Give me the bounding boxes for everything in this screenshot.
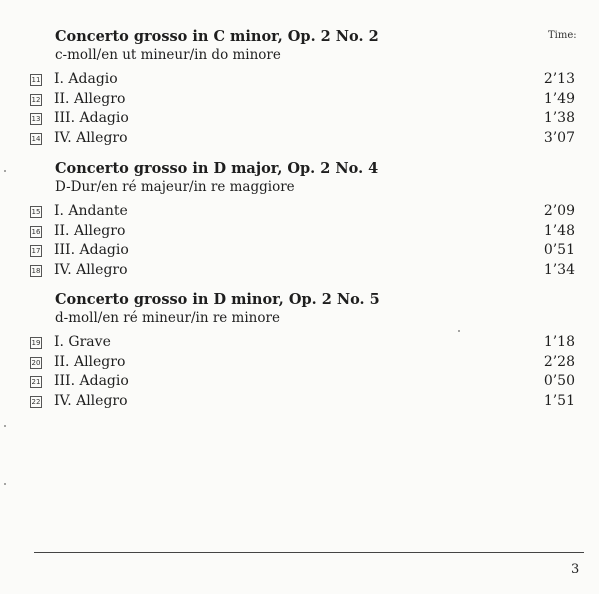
scan-speck [4,483,6,485]
track-number-box: 17 [31,247,41,255]
track-duration: 1’49 [543,90,575,107]
track-title: III. Adagio [54,242,129,258]
track-row [30,90,575,110]
track-duration: 1’51 [543,392,575,409]
track-number-box: 11 [31,76,41,84]
track-duration: 3’07 [543,129,575,146]
track-number-box: 12 [31,95,41,104]
track-title: I. Grave [54,334,111,350]
track-duration: 1’34 [543,261,575,278]
track-row [30,241,575,261]
work-key-translations: c-moll/en ut mineur/in do minore [55,47,281,63]
track-title: III. Adagio [54,110,129,126]
track-duration: 2’09 [543,203,575,219]
track-duration: 1’18 [543,334,575,350]
track-title: I. Andante [54,203,128,219]
track-row [30,222,575,242]
scan-speck [458,330,460,332]
work-title: Concerto grosso in C minor, Op. 2 No. 2 [55,28,379,45]
track-title: IV. Allegro [54,261,128,278]
track-row [30,392,575,412]
work-title: Concerto grosso in D major, Op. 2 No. 4 [55,160,379,177]
track-duration: 2’28 [543,353,575,370]
work-section [30,290,575,411]
track-title: I. Adagio [54,71,118,87]
track-title: II. Allegro [54,353,126,370]
track-row [30,333,575,353]
track-duration: 1’48 [543,222,575,239]
work-section [30,27,575,148]
work-key-translations: d-moll/en ré mineur/in re minore [55,310,280,326]
track-number-box: 20 [31,358,41,367]
track-duration: 1’38 [543,110,575,126]
track-number-box: 14 [31,134,41,143]
track-duration: 0’51 [543,242,575,258]
track-row [30,372,575,392]
track-row [30,129,575,149]
track-title: II. Allegro [54,90,126,107]
work-key-translations: D-Dur/en ré majeur/in re maggiore [55,179,295,195]
scan-speck [4,170,6,172]
track-list [30,202,575,280]
track-number-box: 18 [31,266,41,275]
track-row [30,202,575,222]
track-number-box: 13 [31,115,41,123]
track-row [30,261,575,281]
track-title: IV. Allegro [54,129,128,146]
track-number-box: 19 [31,339,41,347]
time-column-header: Time: [548,30,577,41]
track-title: IV. Allegro [54,392,128,409]
track-title: III. Adagio [54,373,129,389]
scan-speck [4,425,6,427]
page-number: 3 [571,562,580,577]
track-list [30,333,575,411]
track-row [30,353,575,373]
track-number-box: 16 [31,227,41,236]
track-row [30,109,575,129]
track-list [30,70,575,148]
work-title: Concerto grosso in D minor, Op. 2 No. 5 [55,291,380,308]
track-duration: 2’13 [543,71,575,87]
footer-rule [34,552,584,553]
track-duration: 0’50 [543,373,575,389]
track-row [30,70,575,90]
track-number-box: 21 [31,378,41,386]
track-number-box: 15 [31,208,41,216]
work-section [30,159,575,280]
track-title: II. Allegro [54,222,126,239]
track-number-box: 22 [31,397,41,406]
